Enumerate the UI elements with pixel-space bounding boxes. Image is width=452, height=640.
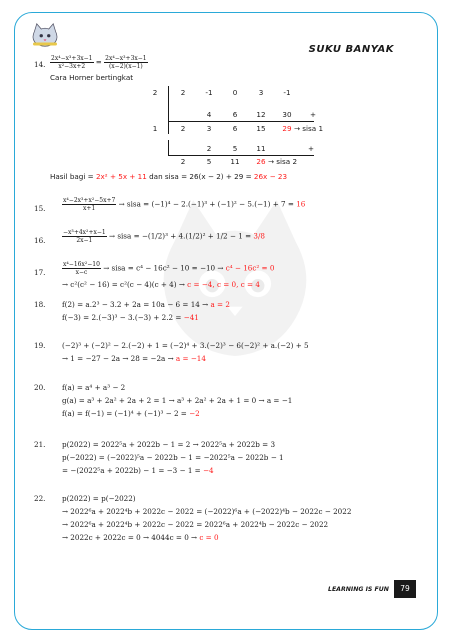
q17-line-2: → c²(c² − 16) = c²(c − 4)(c + 4) → c = −4, c = 0, c = 4 bbox=[62, 280, 260, 289]
q15-solution: $\frac{\text{x⁴−2x³+x²−5x+7}}{x+1}$ → sisa = (−1)⁴ − 2.(−1)³ + (−1)² − 5.(−1) + 7 = 16 bbox=[63, 197, 306, 212]
q20-number: 20. bbox=[34, 383, 46, 392]
q21-line-2: p(−2022) = (−2022)⁵a − 2022b − 1 = −2022⁵a − 2022b − 1 bbox=[62, 453, 284, 462]
footer-motto: LEARNING IS FUN bbox=[328, 586, 389, 593]
sisa-1-value: 29 bbox=[282, 124, 292, 133]
q21-line-1: p(2022) = 2022⁵a + 2022b − 1 = 2 → 2022⁵a + 2022b = 3 bbox=[62, 440, 276, 449]
q19-line-2: → 1 = −27 − 2a → 28 = −2a → a = −14 bbox=[62, 354, 206, 363]
q22-number: 22. bbox=[34, 494, 46, 503]
q19-line-1: (−2)³ + (−2)² − 2.(−2) + 1 = (−2)⁴ + 3.(−2)³ − 6(−2)² + a.(−2) + 5 bbox=[62, 341, 309, 350]
q16-number: 16. bbox=[34, 236, 46, 245]
q17-number: 17. bbox=[34, 268, 46, 277]
q20-line-1: f(a) = a⁴ + a³ − 2 bbox=[62, 383, 126, 392]
q20-line-2: g(a) = a³ + 2a² + 2a + 2 = 1 → a³ + 2a² + 2a + 1 = 0 → a = −1 bbox=[62, 396, 293, 405]
q17-line-1: $\frac{\text{x⁴−16x²−10}}{x-c}$ → sisa = c⁴ − 16c² − 10 = −10 → c⁴ − 16c² = 0 bbox=[63, 261, 275, 276]
chapter-title: SUKU BANYAK bbox=[308, 44, 394, 55]
q18-line-1: f(2) = a.2³ − 3.2 + 2a = 10a − 6 = 14 → a = 2 bbox=[62, 300, 230, 309]
q14-number: 14. bbox=[34, 60, 46, 69]
q14-result: Hasil bagi = 2x² + 5x + 11 dan sisa = 26(x − 2) + 29 = 26x − 23 bbox=[50, 172, 288, 181]
q21-line-3: = −(2022⁵a + 2022b) − 1 = −3 − 1 = −4 bbox=[62, 466, 214, 475]
q18-number: 18. bbox=[34, 300, 46, 309]
q20-line-3: f(a) = f(−1) = (−1)⁴ + (−1)³ − 2 = −2 bbox=[62, 409, 200, 418]
q21-number: 21. bbox=[34, 440, 46, 449]
sisa-2-value: 26 bbox=[256, 157, 266, 166]
q22-line-1: p(2022) = p(−2022) bbox=[62, 494, 136, 503]
page-number: 79 bbox=[394, 580, 416, 598]
q15-number: 15. bbox=[34, 204, 46, 213]
q16-solution: $\frac{\text{−x³+4x²+x−1}}{2x-1}$ → sisa = −(1/2)³ + 4.(1/2)² + 1/2 − 1 = 3/8 bbox=[63, 229, 265, 244]
q22-line-4: → 2022c + 2022c = 0 → 4044c = 0 → c = 0 bbox=[62, 533, 219, 542]
q22-line-3: → 2022⁶a + 2022⁴b + 2022c − 2022 = 2022⁶a + 2022⁴b − 2022c − 2022 bbox=[62, 520, 329, 529]
q14-method-label: Cara Horner bertingkat bbox=[50, 73, 134, 82]
q18-line-2: f(−3) = 2.(−3)³ − 3.(−3) + 2.2 = −41 bbox=[62, 313, 199, 322]
q22-line-2: → 2022⁶a + 2022⁴b + 2022c − 2022 = (−2022)⁶a + (−2022)⁴b − 2022c − 2022 bbox=[62, 507, 352, 516]
q19-number: 19. bbox=[34, 341, 46, 350]
q14-expression: $\frac{\text{2x⁴−x³+3x−1}}{\text{x²−3x+2}}$ = $\frac{\text{2x⁴−x³+3x−1}}{(x-2)(x-1)}$ bbox=[51, 55, 147, 70]
cat-logo-icon bbox=[30, 22, 60, 48]
